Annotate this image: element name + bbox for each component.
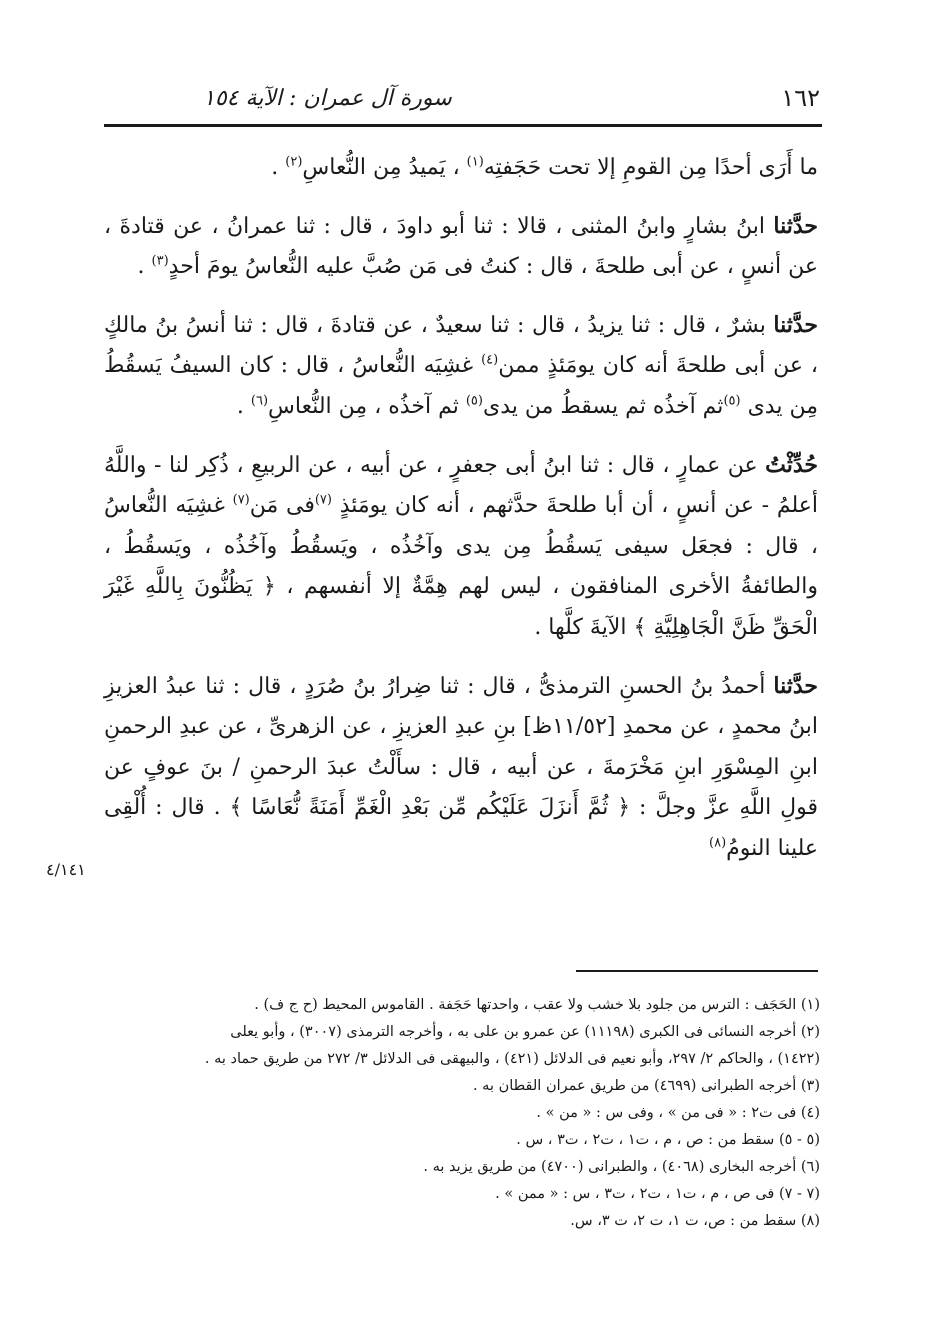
paragraph-lead: حدَّثنا bbox=[773, 311, 818, 338]
text-segment: ابنُ بشارٍ وابنُ المثنى ، قالا : ثنا أبو داودَ ، قال : ثنا عمرانُ ، عن قتادةَ ، عن أنسٍ ، عن أبى طلحةَ ، قال : كنتُ فى مَن صُبَّ عليه النُّعاسُ يومَ أحدٍ bbox=[104, 213, 818, 280]
text-segment: عن عمارٍ ، قال : ثنا ابنُ أبى جعفرٍ ، عن أبيه ، عن الربيعِ ، ذُكِر لنا - واللَّهُ أعلمُ - عن أنسٍ ، أن أبا طلحةَ حدَّثهم ، أنه كان يومَئذٍ bbox=[104, 452, 818, 519]
running-title: سورة آل عمران : الآية ١٥٤ bbox=[203, 85, 452, 111]
paragraph bbox=[104, 666, 818, 870]
header-rule bbox=[104, 124, 822, 127]
footnote-marker: (١) bbox=[466, 154, 484, 170]
footnote-marker: (٢) bbox=[285, 154, 303, 170]
text-segment: بشرٌ ، قال : ثنا يزيدُ ، قال : ثنا سعيدٌ ، عن قتادةَ ، قال : ثنا أنسُ بنُ مالكٍ ، عن أبى طلحةَ أنه كان يومَئذٍ ممن bbox=[104, 312, 818, 379]
footnote: (٤) فى ت٢ : « فى من » ، وفى س : « من » . bbox=[536, 1105, 820, 1121]
footnote: (١٤٢٢) ، والحاكم ٢/ ٢٩٧، وأبو نعيم فى الدلائل (٤٢١) ، والبيهقى فى الدلائل ٣/ ٢٧٢ من طريق حماد به . bbox=[204, 1051, 820, 1067]
margin-page-reference: ٤/١٤١ bbox=[46, 860, 86, 879]
footnote: (٢) أخرجه النسائى فى الكبرى (١١١٩٨) عن عمرو بن على به ، وأخرجه الترمذى (٣٠٠٧) ، وأبو يعلى bbox=[230, 1024, 820, 1040]
footnote-marker: (٦) bbox=[250, 393, 269, 409]
footnote-marker: (٧) bbox=[232, 492, 250, 508]
footnote: (١) الحَجَف : الترس من جلود بلا خشب ولا عقب ، واحدتها حَجَفة . القاموس المحيط (ح ج ف) . bbox=[254, 997, 820, 1013]
text-segment: أحمدُ بنُ الحسنِ الترمذىُّ ، قال : ثنا ضِرارُ بنُ صُرَدٍ ، قال : ثنا عبدُ العزيزِ ابنُ محمدٍ ، عن محمدِ [١١/٥٢ظ] بنِ عبدِ العزيزِ ، عن الزهرىِّ ، عن عبدِ الرحمنِ ابنِ المِسْوَرِ ابنِ مَخْرَمةَ ، عن أبيه ، قال : سأَلْتُ عبدَ الرحمنِ / بنَ عوفٍ عن قولِ اللَّهِ عزَّ وجلَّ : ﴿ ثُمَّ أَنزَلَ عَلَيْكُم مِّن بَعْدِ الْغَمِّ أَمَنَةً نُّعَاسًا ﴾ . قال : أُلْقِى علينا النومُ bbox=[104, 673, 818, 861]
footnote-marker: (٤) bbox=[481, 353, 499, 369]
paragraph bbox=[104, 305, 818, 428]
page-header bbox=[108, 78, 820, 118]
footnote: (٣) أخرجه الطبرانى (٤٦٩٩) من طريق عمران القطان به . bbox=[472, 1078, 820, 1094]
text-segment: . bbox=[236, 393, 251, 419]
footnotes bbox=[104, 992, 820, 1235]
text-segment: غشِيَه النُّعاسُ ، قال : كان السيفُ يَسقُطُ مِن يدى bbox=[104, 353, 818, 419]
paragraph bbox=[104, 445, 818, 649]
paragraph bbox=[104, 206, 818, 288]
footnote: (٦) أخرجه البخارى (٤٠٦٨) ، والطبرانى (٤٧٠٠) من طريق يزيد به . bbox=[423, 1159, 820, 1175]
paragraph-lead: حدَّثنا bbox=[773, 212, 818, 239]
footnote: (٧ - ٧) فى ص ، م ، ت١ ، ت٢ ، ت٣ ، س : « ممن » . bbox=[495, 1186, 820, 1202]
footnote: (٨) سقط من : ص، ت ١، ت ٢، ت ٣، س. bbox=[570, 1213, 820, 1229]
paragraph bbox=[104, 148, 818, 189]
text-segment: غشِيَه النُّعاسُ ، قال : فجعَل سيفى يَسقُطُ مِن يدى وآخُذُه ، ويَسقُطُ وآخُذُه ، ويَسقُطُ ، والطائفةُ الأخرى المنافقون ، ليس لهم هِمَّةٌ إلا أنفسهم ، ﴿ يَظُنُّونَ بِاللَّهِ غَيْرَ الْحَقِّ ظَنَّ الْجَاهِلِيَّةِ ﴾ الآيةَ كلَّها . bbox=[104, 493, 818, 640]
footnote-marker: (٥) bbox=[723, 393, 741, 409]
text-segment: ثم آخذُه ، مِن النُّعاسِ bbox=[268, 393, 466, 419]
footnote-marker: (٨) bbox=[709, 835, 727, 851]
footnote-marker: (٧) bbox=[314, 492, 332, 508]
text-segment: فى مَن bbox=[249, 493, 315, 519]
paragraph-lead: حُدِّثْتُ bbox=[765, 451, 818, 478]
page-number: ١٦٢ bbox=[781, 84, 820, 112]
text-segment: ، يَميدُ مِن النُّعاسِ bbox=[302, 155, 467, 180]
text-segment: ثم آخذُه ثم يسقطُ من يدى bbox=[482, 393, 724, 419]
footnote-marker: (٥) bbox=[465, 393, 483, 409]
text-segment: . bbox=[271, 155, 286, 180]
footnote: (٥ - ٥) سقط من : ص ، م ، ت١ ، ت٢ ، ت٣ ، س . bbox=[516, 1132, 820, 1148]
text-segment: . bbox=[137, 254, 152, 280]
footnote-separator bbox=[576, 970, 818, 972]
text-segment: ما أَرَى أحدًا مِن القومِ إلا تحت حَجَفتِه bbox=[483, 155, 818, 180]
footnote-marker: (٣) bbox=[151, 253, 169, 269]
main-text bbox=[104, 148, 818, 887]
paragraph-lead: حدَّثنا bbox=[773, 672, 818, 699]
